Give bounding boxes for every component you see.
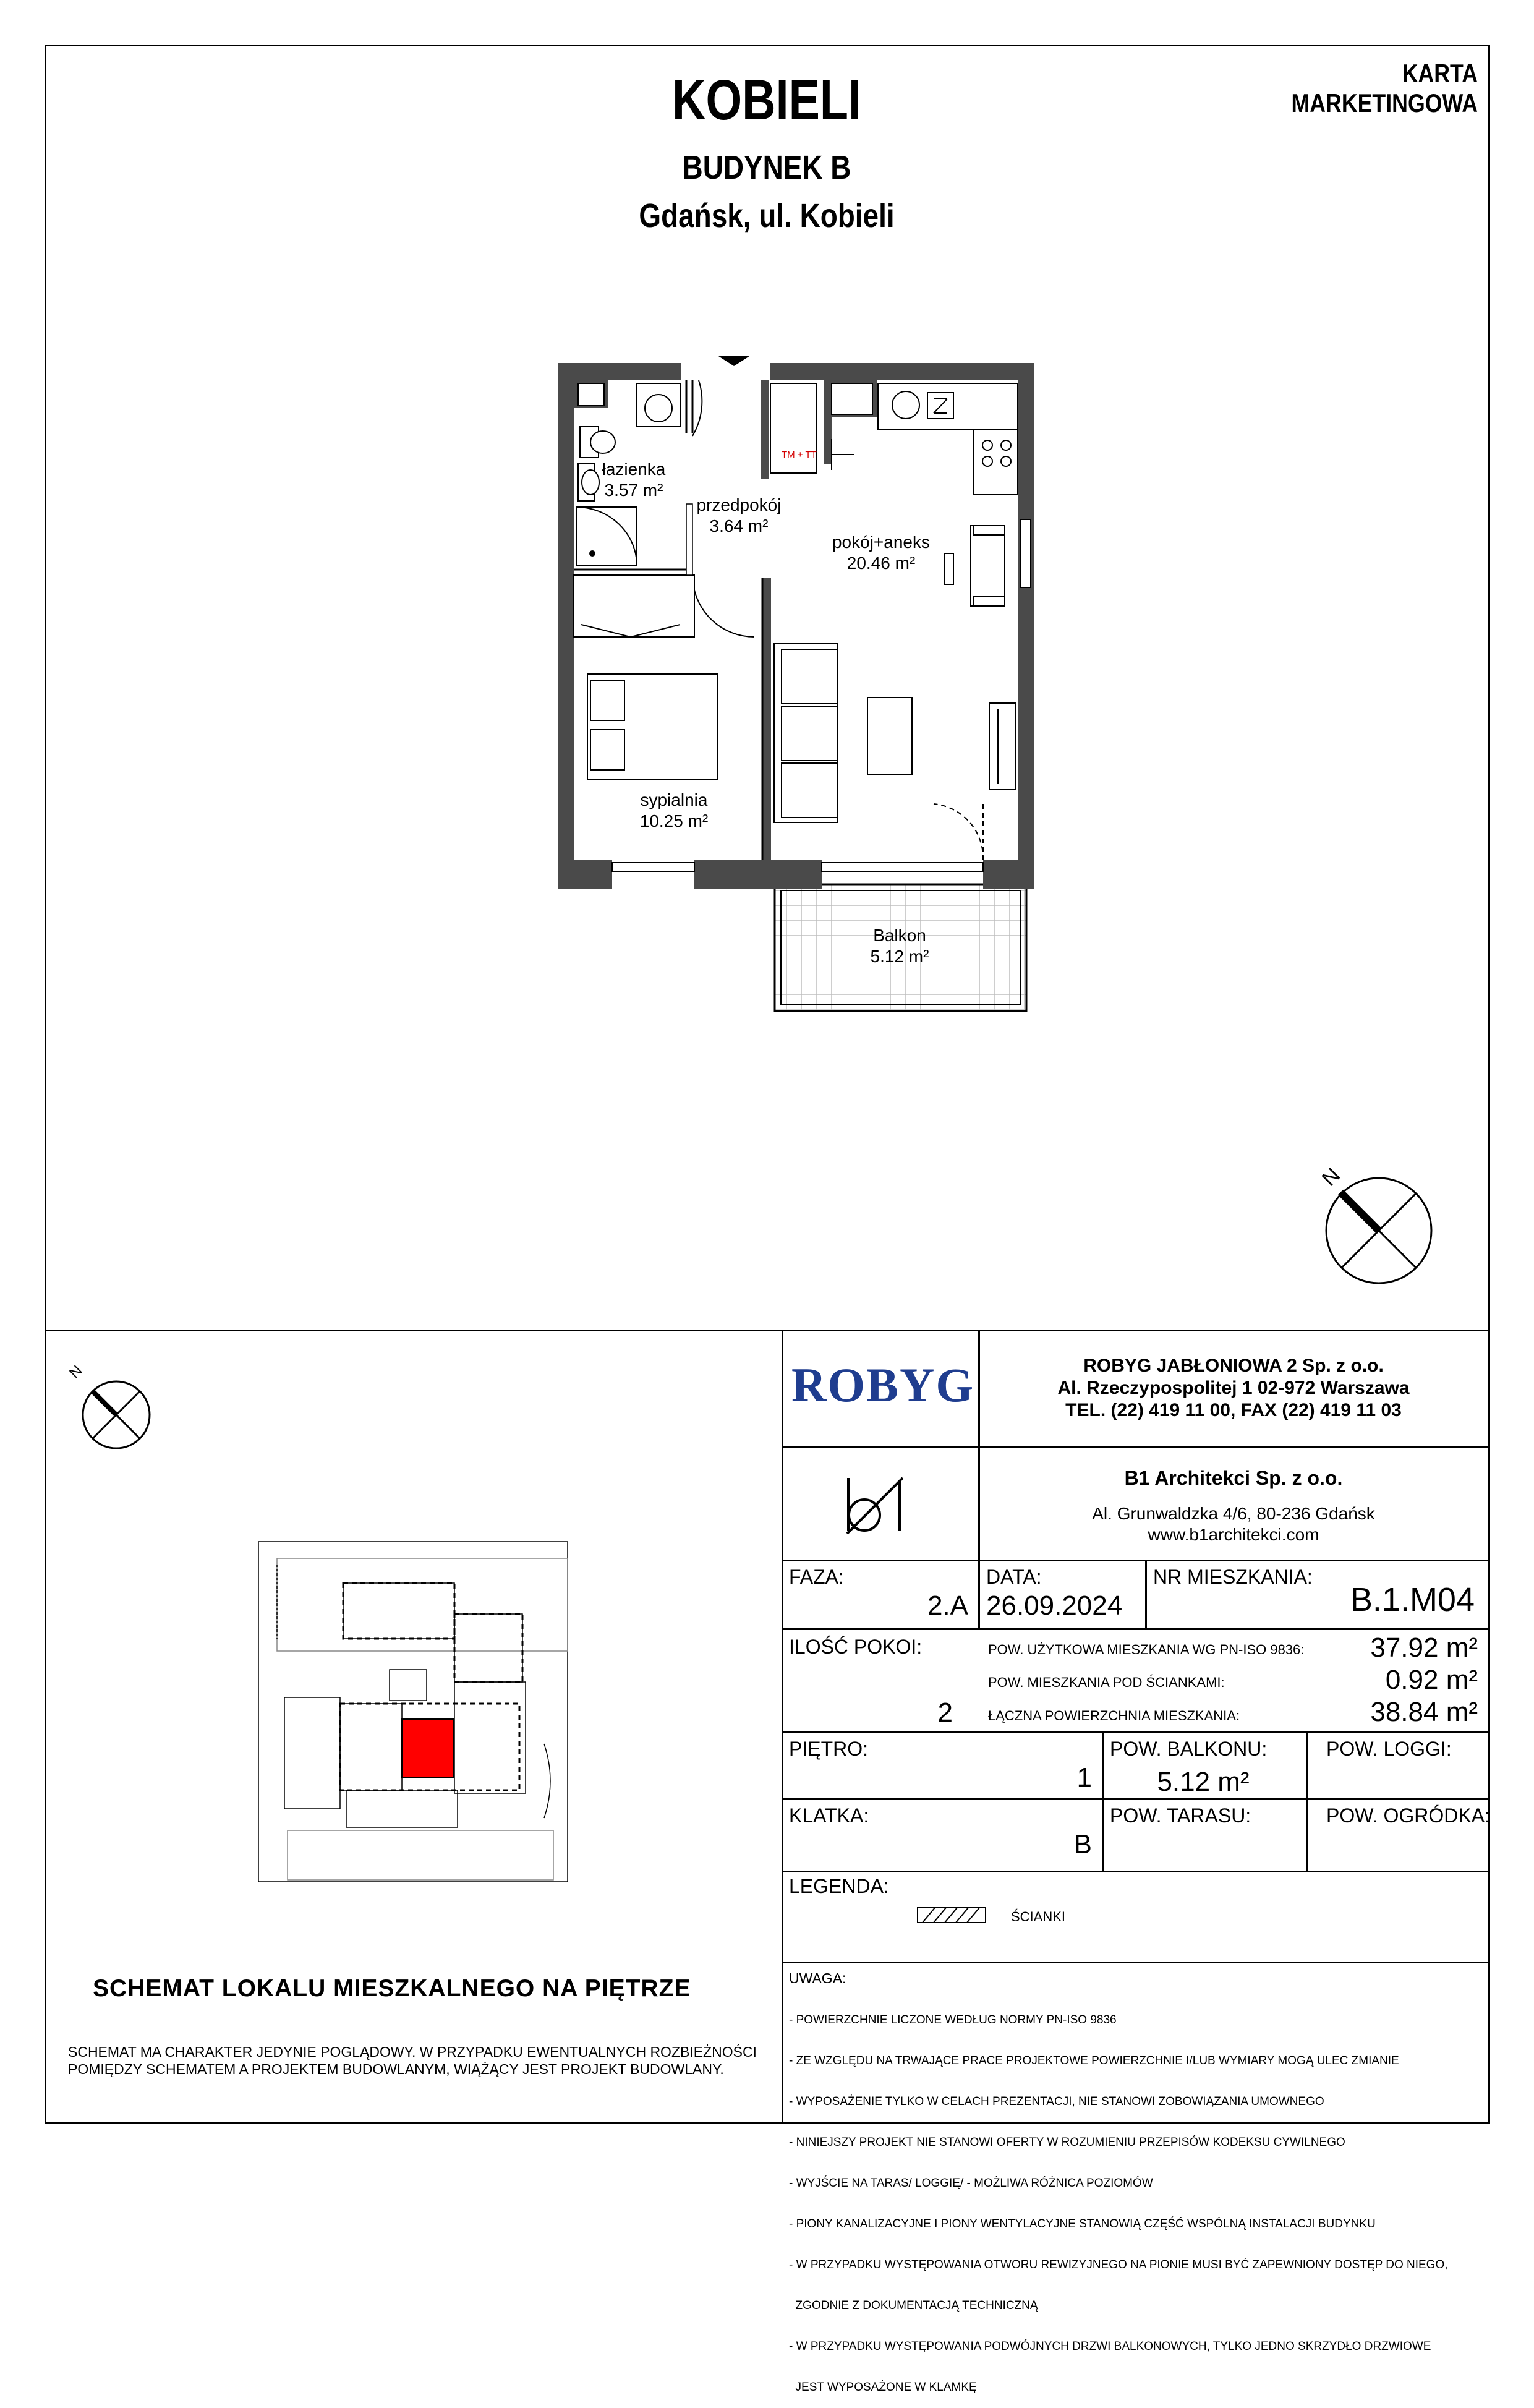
site-plan — [247, 1534, 594, 1886]
divider — [978, 1560, 980, 1628]
data-label: DATA: — [986, 1566, 1042, 1588]
note-item: - NINIEJSZY PROJEKT NIE STANOWI OFERTY W ROZUMIENIU PRZEPISÓW KODEKSU CYWILNEGO — [789, 2136, 1345, 2149]
data-value: 26.09.2024 — [986, 1590, 1123, 1621]
divider — [782, 1330, 783, 2124]
compass-large-icon — [1311, 1163, 1447, 1299]
pow-laczna-label: ŁĄCZNA POWIERZCHNIA MIESZKANIA: — [988, 1708, 1240, 1723]
pow-laczna-value: 38.84 m² — [1370, 1697, 1478, 1727]
schema-disclaimer: POMIĘDZY SCHEMATEM A PROJEKTEM BUDOWLANYM, WIĄŻĄCY JEST PROJEKT BUDOWLANY. — [68, 2061, 724, 2077]
notes-title: UWAGA: — [789, 1970, 846, 1986]
divider — [782, 1628, 1490, 1630]
room-area: 3.57 m² — [604, 480, 663, 500]
taras-label: POW. TARASU: — [1110, 1804, 1251, 1827]
klatka-label: KLATKA: — [789, 1804, 869, 1827]
divider — [1306, 1731, 1308, 1871]
schema-disclaimer: SCHEMAT MA CHARAKTER JEDYNIE POGLĄDOWY. W PRZYPADKU EWENTUALNYCH ROZBIEŻNOŚCI — [68, 2044, 757, 2060]
divider — [782, 1798, 1490, 1800]
faza-value: 2.A — [927, 1590, 968, 1621]
svg-text:N: N — [1317, 1163, 1345, 1191]
note-item: - ZE WZGLĘDU NA TRWAJĄCE PRACE PROJEKTOWE POWIERZCHNIE I/LUB WYMIARY MOGĄ ULEC ZMIANIE — [789, 2054, 1399, 2067]
architect-name: B1 Architekci Sp. z o.o. — [1124, 1467, 1343, 1489]
schema-title: SCHEMAT LOKALU MIESZKALNEGO NA PIĘTRZE — [93, 1975, 691, 2002]
legenda-label: LEGENDA: — [789, 1875, 889, 1897]
divider — [782, 1560, 1490, 1561]
architect-web: www.b1architekci.com — [1148, 1525, 1319, 1544]
balkon-value: 5.12 m² — [1157, 1767, 1250, 1797]
marketing-card-label: KARTA MARKETINGOWA — [1291, 59, 1478, 117]
note-item: - W PRZYPADKU WYSTĘPOWANIA OTWORU REWIZYJNEGO NA PIONIE MUSI BYĆ ZAPEWNIONY DOSTĘP DO NIEGO, — [789, 2258, 1448, 2271]
note-item: JEST WYPOSAŻONE W KLAMKĘ — [789, 2381, 977, 2394]
developer-address: Al. Rzeczypospolitej 1 02-972 Warszawa — [1057, 1378, 1410, 1398]
divider — [782, 1446, 1490, 1448]
pietro-value: 1 — [1076, 1762, 1092, 1793]
apartment-highlight — [402, 1719, 454, 1777]
note-item: ZGODNIE Z DOKUMENTACJĄ TECHNICZNĄ — [789, 2299, 1038, 2312]
pow-uzytkowa-value: 37.92 m² — [1370, 1633, 1478, 1663]
balkon-label: POW. BALKONU: — [1110, 1738, 1268, 1760]
room-area: 20.46 m² — [846, 553, 916, 573]
loggia-label: POW. LOGGI: — [1326, 1738, 1452, 1760]
architect-logo-icon — [841, 1475, 909, 1537]
ogrodek-label: POW. OGRÓDKA: — [1326, 1804, 1490, 1827]
divider — [978, 1330, 980, 1560]
architect-address: Al. Grunwaldzka 4/6, 80-236 Gdańsk — [1092, 1504, 1375, 1523]
nr-value: B.1.M04 — [1350, 1581, 1475, 1618]
room-area: 10.25 m² — [639, 811, 709, 830]
divider — [1102, 1731, 1104, 1871]
note-item: - WYPOSAŻENIE TYLKO W CELACH PREZENTACJI, NIE STANOWI ZOBOWIĄZANIA UMOWNEGO — [789, 2095, 1324, 2108]
divider — [782, 1871, 1490, 1872]
klatka-value: B — [1073, 1829, 1092, 1859]
address-title: Gdańsk, ul. Kobieli — [639, 197, 895, 234]
nr-label: NR MIESZKANIA: — [1153, 1566, 1313, 1588]
divider — [782, 1962, 1490, 1963]
developer-logo: ROBYG — [791, 1358, 975, 1412]
room-name: łazienka — [602, 459, 666, 479]
room-area: 3.64 m² — [709, 516, 769, 536]
legenda-item: ŚCIANKI — [1011, 1909, 1066, 1924]
pow-scianki-label: POW. MIESZKANIA POD ŚCIANKAMI: — [988, 1675, 1225, 1690]
meter-label: TM + TT — [782, 450, 817, 460]
faza-label: FAZA: — [789, 1566, 844, 1588]
note-item: - POWIERZCHNIE LICZONE WEDŁUG NORMY PN-ISO 9836 — [789, 2013, 1117, 2026]
floor-plan — [544, 346, 1051, 1027]
room-name: sypialnia — [640, 790, 708, 809]
room-name: Balkon — [873, 926, 926, 945]
divider — [1145, 1560, 1147, 1628]
developer-name: ROBYG JABŁONIOWA 2 Sp. z o.o. — [1083, 1356, 1384, 1376]
notes-list — [789, 1986, 1481, 2408]
note-item: - W PRZYPADKU WYSTĘPOWANIA PODWÓJNYCH DRZWI BALKONOWYCH, TYLKO JEDNO SKRZYDŁO DRZWIOWE — [789, 2340, 1431, 2353]
divider — [45, 1330, 1490, 1331]
pow-uzytkowa-label: POW. UŻYTKOWA MIESZKANIA WG PN-ISO 9836: — [988, 1642, 1305, 1657]
note-item: - WYJŚCIE NA TARAS/ LOGGIĘ/ - MOŻLIWA RÓŻNICA POZIOMÓW — [789, 2177, 1153, 2190]
developer-phone: TEL. (22) 419 11 00, FAX (22) 419 11 03 — [1065, 1400, 1402, 1420]
room-name: przedpokój — [696, 495, 782, 514]
building-title: BUDYNEK B — [682, 149, 851, 186]
note-item: - PIONY KANALIZACYJNE I PIONY WENTYLACYJNE STANOWIĄ CZĘŚĆ WSPÓLNĄ INSTALACJI BUDYNKU — [789, 2218, 1376, 2231]
divider — [782, 1731, 1490, 1733]
pietro-label: PIĘTRO: — [789, 1738, 869, 1760]
room-area: 5.12 m² — [870, 947, 929, 966]
pow-scianki-value: 0.92 m² — [1385, 1665, 1478, 1695]
compass-small-icon — [62, 1360, 161, 1459]
pokoje-label: ILOŚĆ POKOI: — [789, 1636, 923, 1658]
pokoje-value: 2 — [937, 1697, 953, 1728]
room-name: pokój+aneks — [832, 532, 931, 552]
project-title: KOBIELI — [672, 69, 861, 132]
hatch-legend-icon — [916, 1906, 987, 1925]
svg-text:N: N — [66, 1362, 86, 1382]
